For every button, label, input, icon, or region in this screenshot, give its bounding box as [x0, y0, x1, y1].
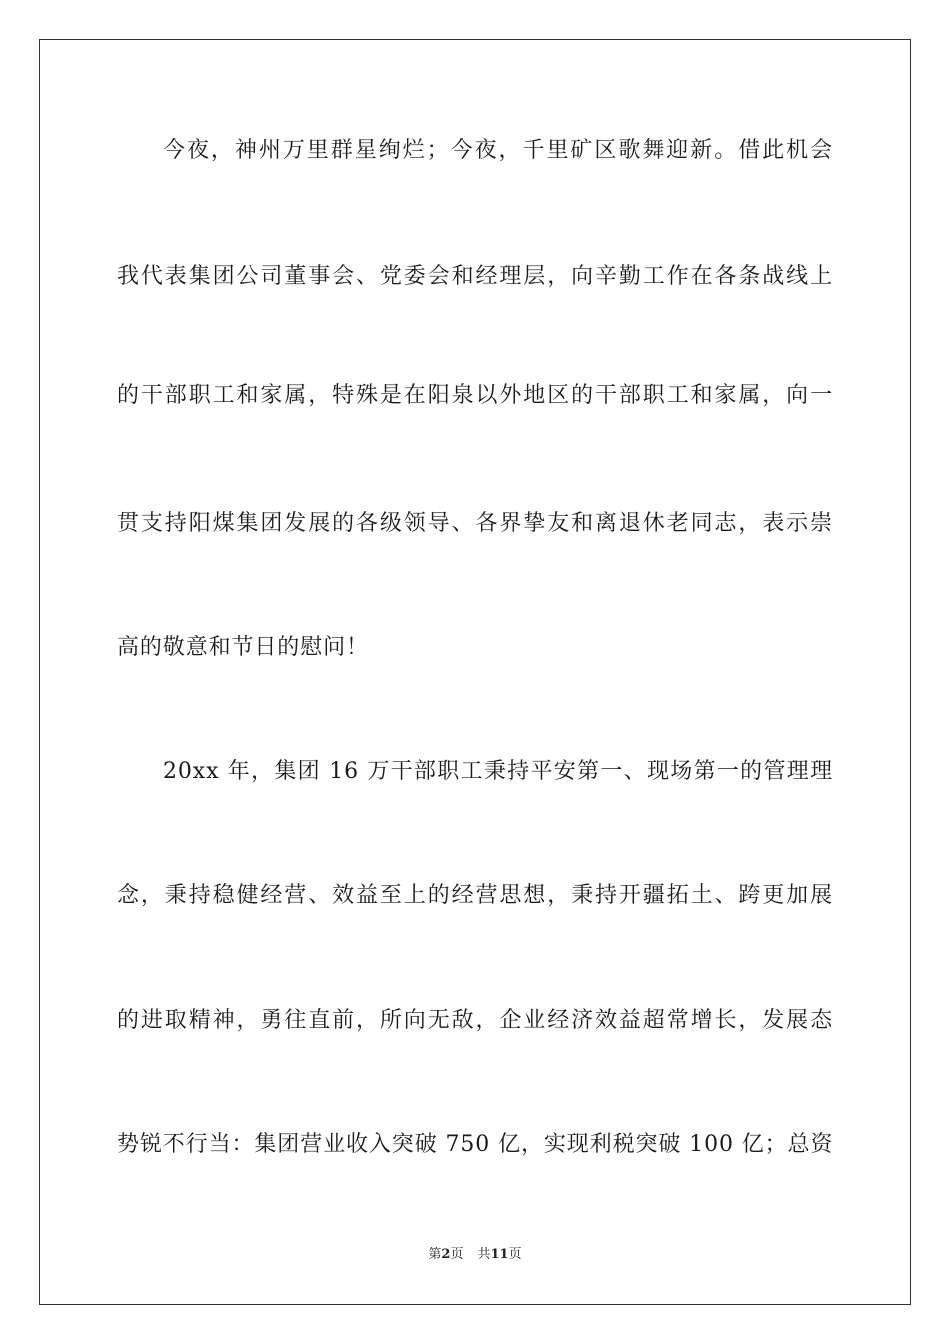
page-footer	[0, 1246, 950, 1264]
text-line: 高的敬意和节日的慰问！	[117, 635, 369, 660]
total-prefix: 共	[477, 1247, 491, 1262]
text-line: 的进取精神，勇往直前，所向无敌，企业经济效益超常增长，发展态	[117, 1008, 833, 1033]
page-border	[39, 39, 911, 1305]
text-line: 我代表集团公司董事会、党委会和经理层，向辛勤工作在各条战线上	[117, 264, 833, 289]
text-line: 的干部职工和家属，特殊是在阳泉以外地区的干部职工和家属，向一	[117, 383, 833, 408]
text-line: 20xx 年，集团 16 万干部职工秉持平安第一、现场第一的管理理	[163, 759, 833, 784]
text-line: 势锐不行当：集团营业收入突破 750 亿，实现利税突破 100 亿；总资	[117, 1132, 834, 1157]
page-prefix: 第	[428, 1247, 442, 1262]
text-line: 念，秉持稳健经营、效益至上的经营思想，秉持开疆拓土、跨更加展	[117, 883, 833, 908]
text-line: 今夜，神州万里群星绚烂；今夜，千里矿区歌舞迎新。借此机会	[163, 138, 833, 163]
text-line: 贯支持阳煤集团发展的各级领导、各界挚友和离退休老同志，表示崇	[117, 511, 833, 536]
page-total: 11	[490, 1247, 509, 1262]
page-suffix: 页	[450, 1247, 464, 1262]
page-current: 2	[441, 1247, 451, 1262]
total-suffix: 页	[508, 1247, 522, 1262]
